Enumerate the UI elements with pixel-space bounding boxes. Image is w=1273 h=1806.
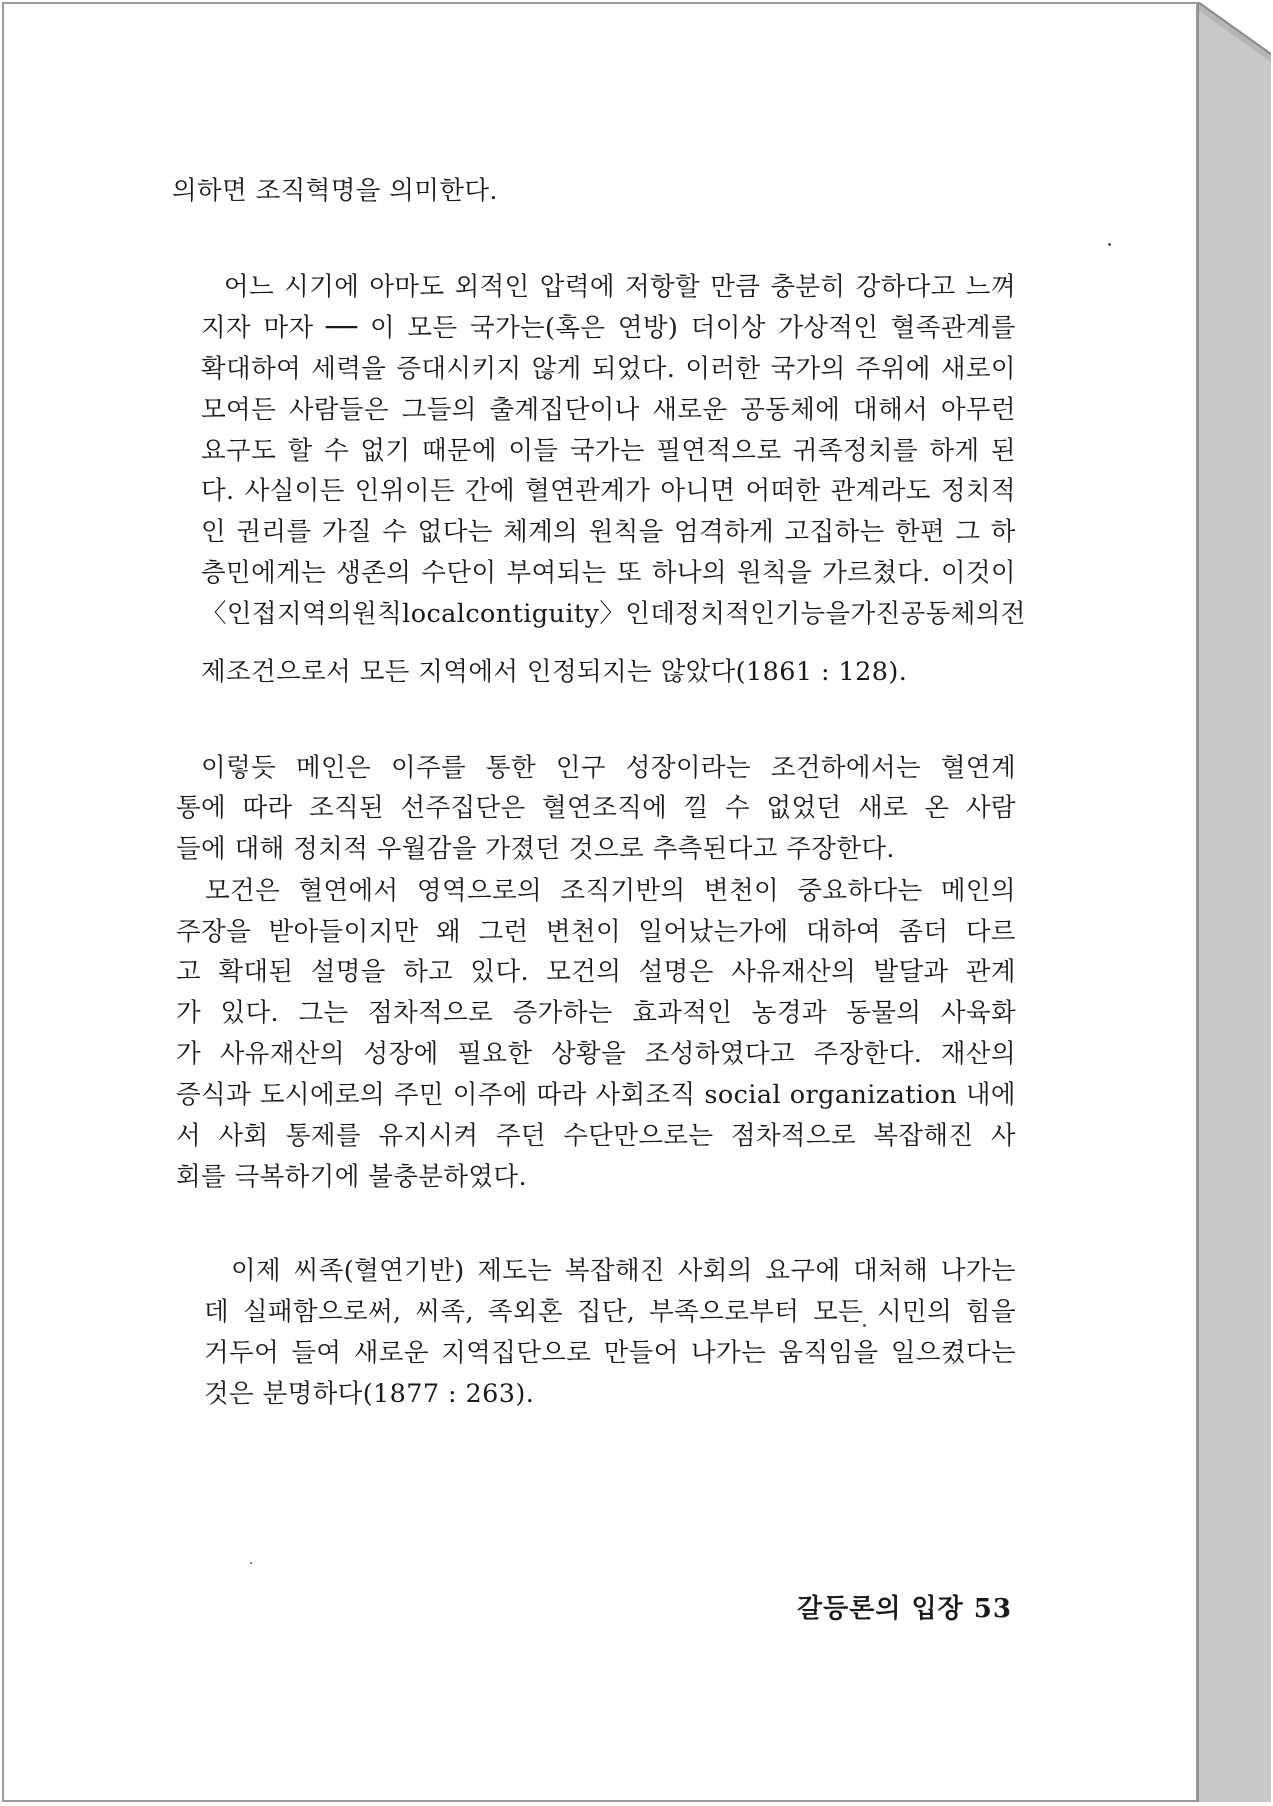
text-line: 모여든 사람들은 그들의 출계집단이나 새로운 공동체에 대해서 아무런 (201, 395, 1016, 425)
text-line: 통에 따라 조직된 선주집단은 혈연조직에 낄 수 없었던 새로 온 사람 (176, 793, 1016, 823)
text-line: 거두어 들여 새로운 지역집단으로 만들어 나가는 움직임을 일으켰다는 (204, 1338, 1016, 1368)
scan-speck (863, 1324, 866, 1327)
text-line: 이제 씨족(혈연기반) 제도는 복잡해진 사회의 요구에 대처해 나가는 (231, 1256, 1016, 1286)
text-line: 것은 분명하다(1877 : 263). (204, 1379, 535, 1409)
text-line: 요구도 할 수 없기 때문에 이들 국가는 필연적으로 귀족정치를 하게 된 (201, 436, 1016, 466)
text-line: 인 권리를 가질 수 없다는 체계의 원칙을 엄격하게 고집하는 한편 그 하 (201, 517, 1016, 547)
text-line: 제조건으로서 모든 지역에서 인정되지는 않았다(1861 : 128). (201, 657, 908, 687)
text-line: 고 확대된 설명을 하고 있다. 모건의 설명은 사유재산의 발달과 관계 (176, 957, 1016, 987)
scan-speck (1108, 243, 1111, 246)
text-line: 회를 극복하기에 불충분하였다. (176, 1162, 527, 1192)
text-line: 데 실패함으로써, 씨족, 족외혼 집단, 부족으로부터 모든 시민의 힘을 (204, 1297, 1016, 1327)
text-line: 모건은 혈연에서 영역으로의 조직기반의 변천이 중요하다는 메인의 (205, 876, 1016, 906)
text-line: 다. 사실이든 인위이든 간에 혈연관계가 아니면 어떠한 관계라도 정치적 (201, 476, 1016, 506)
text-line: 주장을 받아들이지만 왜 그런 변천이 일어났는가에 대하여 좀더 다르 (176, 917, 1016, 947)
text-line: 〈인접지역의 원칙 local contiguity〉인데 정치적인 기능을 가진 공동체의 전 (201, 599, 1026, 629)
text-line: 지자 마자 ── 이 모든 국가는(혹은 연방) 더이상 가상적인 혈족관계를 (201, 313, 1016, 343)
text-line: 확대하여 세력을 증대시키지 않게 되었다. 이러한 국가의 주위에 새로이 (201, 354, 1016, 384)
page-footer: 갈등론의 입장 53 (797, 1594, 1012, 1624)
text-line: 증식과 도시에로의 주민 이주에 따라 사회조직 social organization 내에 (176, 1080, 1016, 1110)
book-spine (1198, 2, 1271, 1802)
text-line: 서 사회 통제를 유지시켜 주던 수단만으로는 점차적으로 복잡해진 사 (176, 1121, 1016, 1151)
text-line: 이렇듯 메인은 이주를 통한 인구 성장이라는 조건하에서는 혈연계 (201, 753, 1016, 783)
scan-speck (250, 1562, 252, 1564)
text-line: 의하면 조직혁명을 의미한다. (172, 176, 498, 206)
text-line: 들에 대해 정치적 우월감을 가졌던 것으로 추측된다고 주장한다. (176, 834, 895, 864)
text-line: 층민에게는 생존의 수단이 부여되는 또 하나의 원칙을 가르쳤다. 이것이 (201, 558, 1016, 588)
text-line: 가 사유재산의 성장에 필요한 상황을 조성하였다고 주장한다. 재산의 (176, 1039, 1016, 1069)
text-line: 어느 시기에 아마도 외적인 압력에 저항할 만큼 충분히 강하다고 느껴 (224, 272, 1016, 302)
text-line: 가 있다. 그는 점차적으로 증가하는 효과적인 농경과 동물의 사육화 (176, 998, 1016, 1028)
